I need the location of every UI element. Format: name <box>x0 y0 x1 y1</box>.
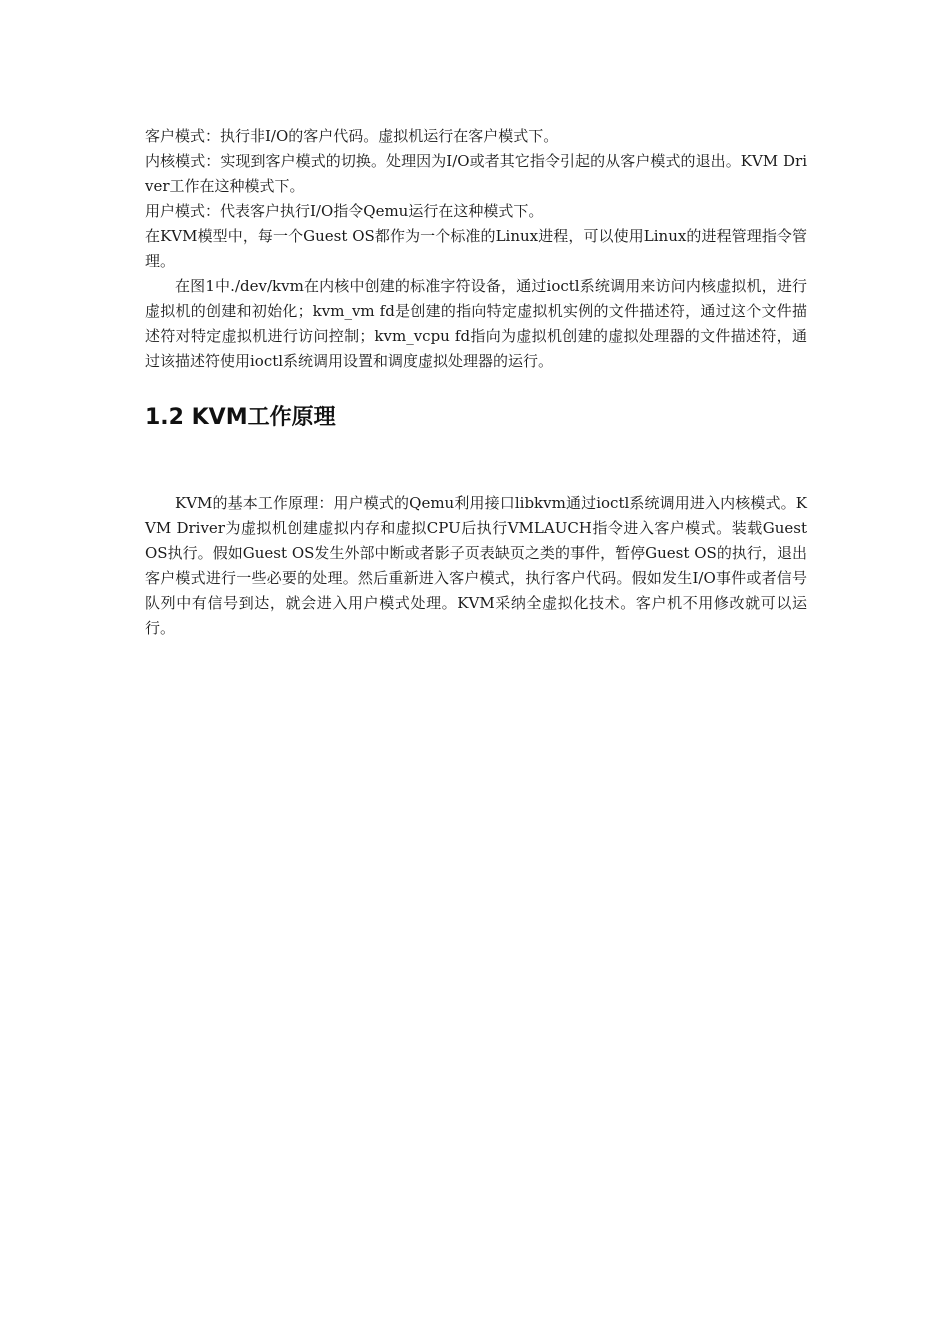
section-heading: 1.2 KVM工作原理 <box>145 405 336 430</box>
user-mode-line: 用户模式：代表客户执行I/O指令Qemu运行在这种模式下。 <box>145 202 544 220</box>
document-body <box>145 124 807 641</box>
kvm-model-line: 在KVM模型中，每一个Guest OS都作为一个标准的Linux进程，可以使用Linux的进程管理指令管理。 <box>145 227 807 270</box>
figure-description-paragraph: 在图1中./dev/kvm在内核中创建的标准字符设备，通过ioctl系统调用来访问内核虚拟机，进行虚拟机的创建和初始化；kvm_vm fd是创建的指向特定虚拟机实例的文件描述符，通过这个文件描述符对特定虚拟机进行访问控制；kvm_vcpu fd指向为虚拟机创建的虚拟处理器的文件描述符，通过该描述符使用ioctl系统调用设置和调度虚拟处理器的运行。 <box>145 277 807 370</box>
kernel-mode-line: 内核模式：实现到客户模式的切换。处理因为I/O或者其它指令引起的从客户模式的退出。KVM Driver工作在这种模式下。 <box>145 152 807 195</box>
guest-mode-line: 客户模式：执行非I/O的客户代码。虚拟机运行在客户模式下。 <box>145 127 559 145</box>
kvm-principle-paragraph: KVM的基本工作原理：用户模式的Qemu利用接口libkvm通过ioctl系统调用进入内核模式。KVM Driver为虚拟机创建虚拟内存和虚拟CPU后执行VMLAUCH指令进入客户模式。装载Guest OS执行。假如Guest OS发生外部中断或者影子页表缺页之类的事件，暂停Guest OS的执行，退出客户模式进行一些必要的处理。然后重新进入客户模式，执行客户代码。假如发生I/O事件或者信号队列中有信号到达，就会进入用户模式处理。KVM采纳全虚拟化技术。客户机不用修改就可以运行。 <box>145 494 807 637</box>
